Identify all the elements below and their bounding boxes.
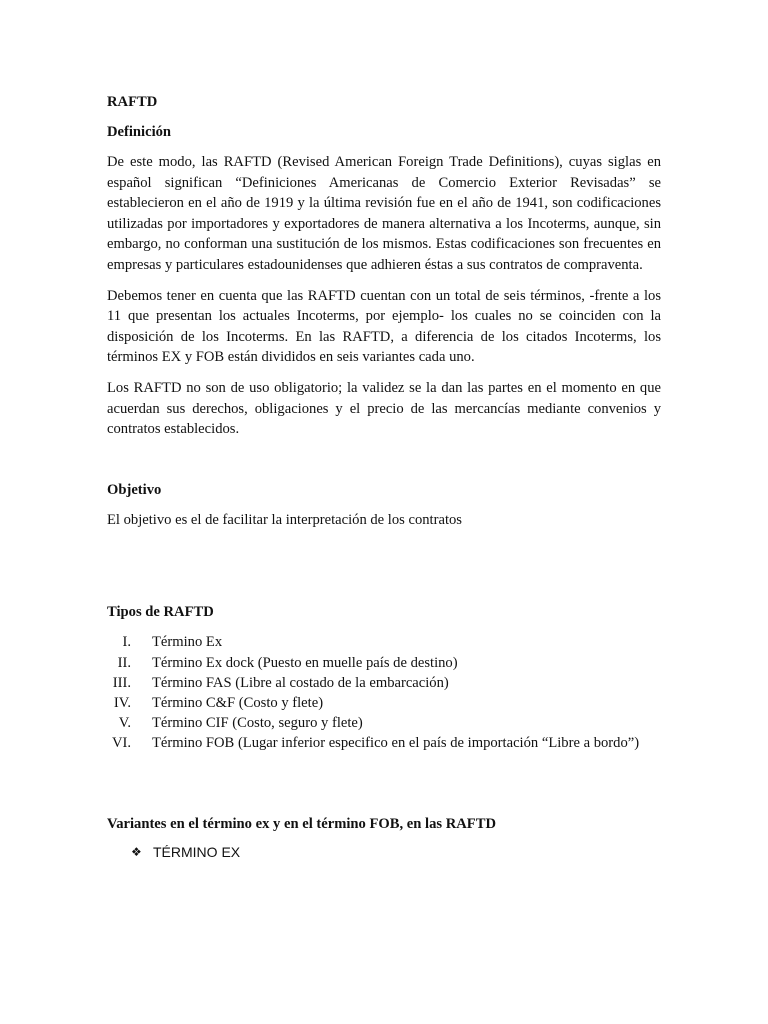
document-title: RAFTD [107, 94, 158, 110]
list-item [107, 653, 661, 673]
bullet-text: TÉRMINO EX [153, 843, 241, 860]
definition-heading: Definición [107, 124, 172, 140]
list-item [107, 713, 661, 733]
list-numeral: III. [112, 674, 131, 691]
types-list [107, 632, 661, 753]
list-numeral: I. [122, 634, 131, 651]
list-numeral: II. [117, 654, 131, 671]
list-item-text: Término C&F (Costo y flete) [152, 694, 324, 711]
objective-heading: Objetivo [107, 481, 162, 498]
document-body [107, 92, 661, 862]
list-item-text: Término Ex [152, 634, 223, 651]
list-item [107, 733, 661, 753]
list-item-text: Término CIF (Costo, seguro y flete) [152, 715, 363, 732]
list-item [107, 632, 661, 652]
list-numeral: IV. [113, 694, 131, 711]
list-numeral: V. [118, 715, 131, 732]
validity-paragraph: Los RAFTD no son de uso obligatorio; la validez se la dan las partes en el momento en que acuerdan sus derechos, obligaciones y el precio de las mercancías mediante convenios y contratos establecidos. [107, 379, 661, 438]
list-item-text: Término FAS (Libre al costado de la embarcación) [152, 674, 449, 691]
list-item [107, 673, 661, 693]
definition-paragraph: De este modo, las RAFTD (Revised American Foreign Trade Definitions), cuyas siglas en español significan “Definiciones Americanas de Comercio Exterior Revisadas” se establecieron en el año de 1919 y la última revisión fue en el año de 1941, son codificaciones utilizadas por importadores y exportadores de manera alternativa a los Incoterms, aunque, sin embargo, no conforman una sustitución de los mismos. Estas codificaciones son frecuentes en empresas y particulares estadounidenses que adhieren éstas a sus contratos de compraventa. [107, 154, 661, 273]
diamond-bullet-icon: ❖ [131, 844, 142, 859]
list-item-text: Término FOB (Lugar inferior especifico en el país de importación “Libre a bordo”) [152, 735, 640, 752]
variants-heading: Variantes en el término ex y en el término FOB, en las RAFTD [107, 815, 496, 832]
list-item-text: Término Ex dock (Puesto en muelle país de destino) [152, 654, 458, 671]
terms-paragraph: Debemos tener en cuenta que las RAFTD cuentan con un total de seis términos, -frente a los 11 que presentan los actuales Incoterms, por ejemplo- los cuales no se coinciden con la disposición de los Incoterms. En las RAFTD, a diferencia de los citados Incoterms, los términos EX y FOB están divididos en seis variantes cada uno. [107, 287, 661, 366]
types-heading: Tipos de RAFTD [107, 604, 214, 621]
objective-text: El objetivo es el de facilitar la interpretación de los contratos [107, 511, 462, 528]
list-numeral: VI. [111, 735, 131, 752]
list-item [107, 693, 661, 713]
variants-bullet-item [107, 842, 661, 862]
